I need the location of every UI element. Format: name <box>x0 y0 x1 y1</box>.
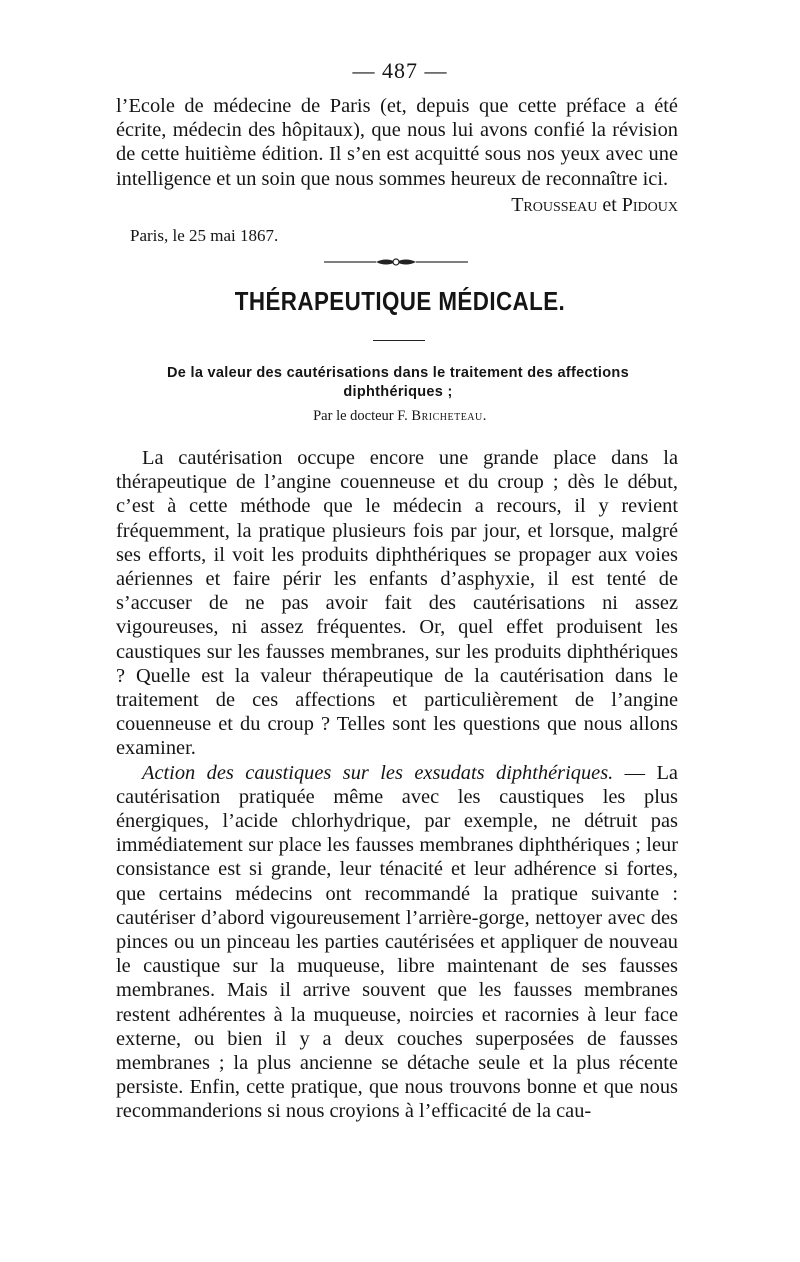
body-paragraph-2-text: — La cautérisation pratiquée même avec les caustiques les plus énergiques, l’acide chlorhydrique, par exemple, ne détruit pas immédiatement sur place les fausses membranes diphthériques ; leur consistance est si grande, leur ténacité et leur adhérence si fortes, que certains médecins ont recommandé la pratique suivante : cautériser d’abord vigoureusement l’arrière-gorge, nettoyer avec des pinces ou un pinceau les parties cautérisées et appliquer de nouveau le caustique sur la muqueuse, libre maintenant de ses fausses membranes. Mais il arrive souvent que les fausses membranes restent adhérentes à la muqueuse, noircies et racornies à leur face externe, ou bien il y a deux couches superposées de fausses membranes ; la plus ancienne se détache seule et la plus récente persiste. Enfin, cette pratique, que nous trouvons bonne et que nous recommanderions si nous croyions à l’efficacité de la cau- <box>116 761 678 1123</box>
section-title: THÉRAPEUTIQUE MÉDICALE. <box>234 286 566 316</box>
signature <box>511 194 678 217</box>
article-title: De la valeur des cautérisations dans le traitement des affections diphthériques ; <box>167 365 629 400</box>
byline-prefix: Par le docteur F. <box>313 408 408 424</box>
signature-name-trousseau: Trousseau <box>511 194 598 216</box>
byline-author: Bricheteau. <box>411 408 487 424</box>
body-paragraph-2 <box>116 761 678 1124</box>
title-rule <box>373 340 425 341</box>
date-line: Paris, le 25 mai 1867. <box>130 226 279 245</box>
subhead-caustic-action: Action des caustiques sur les exsudats diphthériques. <box>142 761 614 784</box>
page-number: — 487 — <box>352 58 448 83</box>
body-paragraph-1: La cautérisation occupe encore une grande place dans la thérapeutique de l’angine couenneuse et du croup ; dès le début, c’est à cette méthode que le médecin a recours, il y revient fréquemment, la pratique plusieurs fois par jour, et lorsque, malgré ses efforts, il voit les produits diphthériques se propager aux voies aériennes et faire périr les enfants d’asphyxie, il est tenté de s’accuser de ne pas avoir fait des cautérisations ni assez vigoureuses, ni assez fréquentes. Or, quel effet produisent les caustiques sur les fausses membranes, sur les produits diphthériques ? Quelle est la valeur thérapeutique de la cautérisation dans le traitement de ces affections et particulièrement de l’angine couenneuse et du croup ? Telles sont les questions que nous allons examiner. <box>116 447 678 760</box>
article-body <box>116 446 678 1124</box>
preface-paragraph: l’Ecole de médecine de Paris (et, depuis que cette préface a été écrite, médecin des hôpitaux), que nous lui avons confié la révision de cette huitième édition. Il s’en est acquitté sous nos yeux avec une intelligence et un soin que nous sommes heureux de reconnaître ici. <box>116 95 678 190</box>
ornament-divider-icon <box>322 254 470 270</box>
signature-name-pidoux: Pidoux <box>621 194 678 216</box>
preface-ending <box>116 94 678 191</box>
signature-connector: et <box>602 194 617 216</box>
byline <box>0 408 800 425</box>
